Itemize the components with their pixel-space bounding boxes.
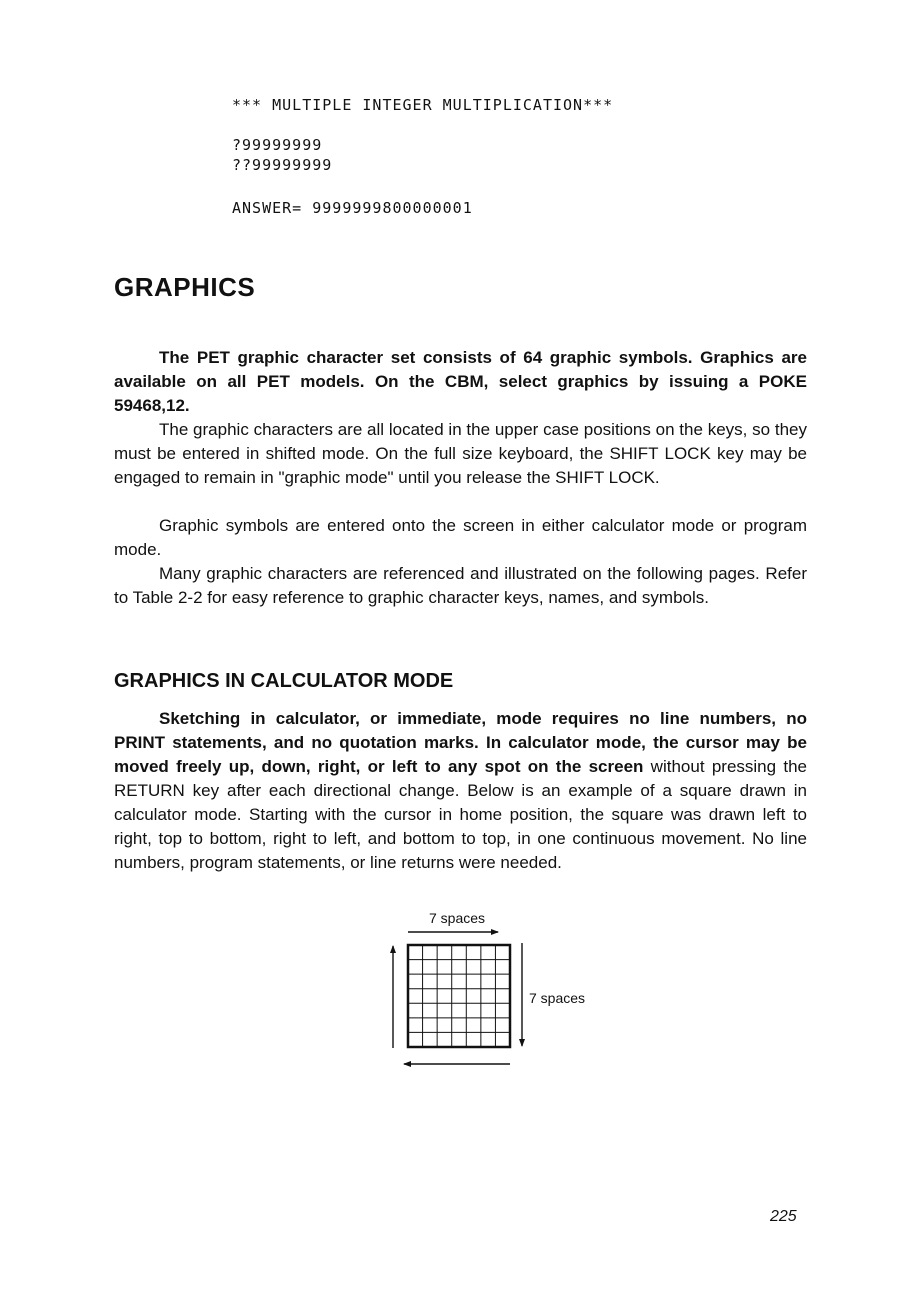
calculator-paragraph-normal: without pressing the RETURN key after each directional change. Below is an example of a square drawn in calculator mode. Starting with the cursor in home position, the square was drawn left to right, top to bottom, right to left, and bottom to top, in one continuous movement. No line numbers, program statements, or line returns were needed. bbox=[114, 757, 807, 872]
section-heading: GRAPHICS bbox=[114, 272, 256, 302]
side-spaces-label: 7 spaces bbox=[529, 990, 586, 1006]
intro-paragraph: The PET graphic character set consists of 64 graphic symbols. Graphics are available on all PET models. On the CBM, select graphics by issuing a POKE 59468,12. bbox=[114, 348, 807, 415]
paragraph-1: The graphic characters are all located in the upper case positions on the keys, so they must be entered in shifted mode. On the full size keyboard, the SHIFT LOCK key may be engaged to remain in "graphic mode" until you release the SHIFT LOCK. bbox=[114, 420, 807, 487]
grid-lines bbox=[408, 945, 510, 1047]
program-answer: ANSWER= 9999999800000001 bbox=[232, 199, 473, 217]
top-spaces-label: 7 spaces bbox=[429, 910, 486, 926]
paragraph-3: Many graphic characters are referenced and illustrated on the following pages. Refer to Table 2-2 for easy reference to graphic character keys, names, and symbols. bbox=[114, 564, 807, 607]
subsection-heading: GRAPHICS IN CALCULATOR MODE bbox=[114, 670, 454, 692]
calculator-paragraph-bold: Sketching in calculator, or immediate, mode requires no line numbers, no PRINT statements, and no quotation marks. In calculator mode, the cursor may be moved freely up, down, right, or left to any spot on the screen bbox=[114, 709, 807, 776]
page-number: 225 bbox=[770, 1208, 797, 1225]
paragraph-2: Graphic symbols are entered onto the screen in either calculator mode or program mode. bbox=[114, 516, 807, 559]
grid-outline bbox=[408, 945, 510, 1047]
program-input-2: ??99999999 bbox=[232, 156, 333, 174]
program-title: *** MULTIPLE INTEGER MULTIPLICATION*** bbox=[232, 96, 614, 114]
program-input-1: ?99999999 bbox=[232, 136, 323, 154]
